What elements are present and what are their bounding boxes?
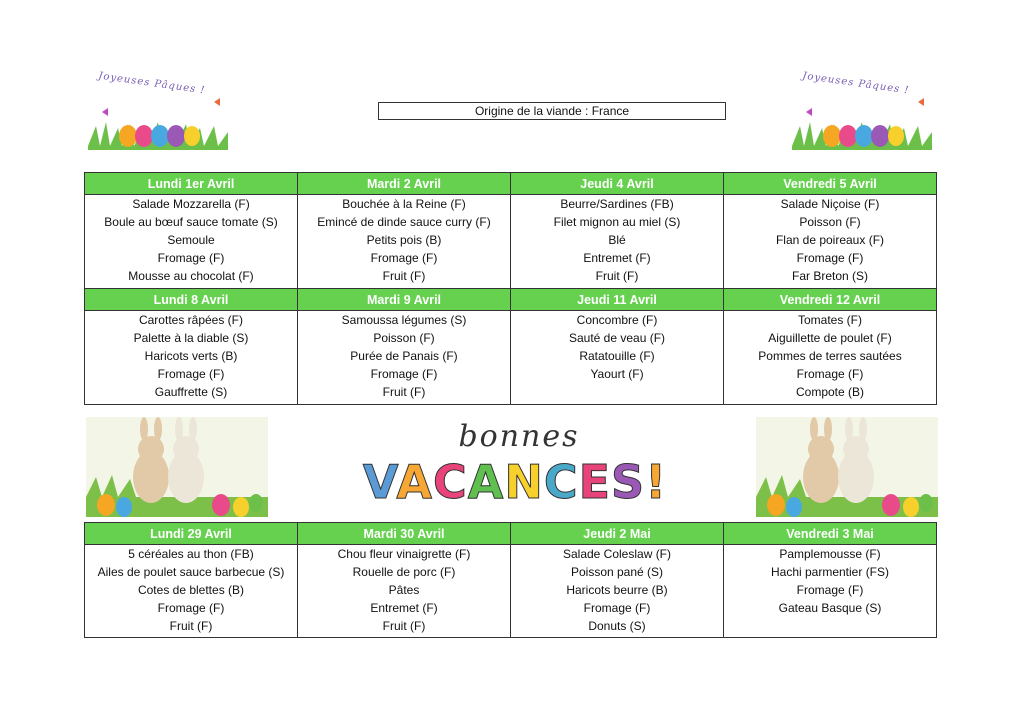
day-header-row [85,172,941,195]
menu-item: Emincé de dinde sauce curry (F) [317,215,491,229]
day-menu [511,545,724,638]
menu-item: Fromage (F) [796,583,864,597]
menu-item: Salade Niçoise (F) [780,197,880,211]
menu-item: Fruit (F) [382,619,426,633]
menu-item: Bouchée à la Reine (F) [342,197,466,211]
day-header-row [85,522,941,545]
day-menu [298,311,511,405]
menu-item: Salade Coleslaw (F) [562,547,672,561]
holiday-banner [84,405,940,521]
easter-eggs-decoration-left [88,72,228,152]
menu-item: Fromage (F) [157,251,225,265]
menu-item: Fruit (F) [382,385,426,399]
greeting-text: Joyeuses Pâques ! [801,70,910,97]
menu-item: Semoule [167,233,215,247]
week-1-menu [84,172,941,288]
menu-item: Tomates (F) [797,313,862,327]
meat-origin-note: Origine de la viande : France [378,102,726,120]
menu-item: Fromage (F) [583,601,651,615]
menu-item: Pamplemousse (F) [779,547,881,561]
day-menu-row [85,545,941,638]
banner-letter: C [543,455,579,509]
menu-item [511,383,723,401]
menu-item: Yaourt (F) [590,367,644,381]
menu-item: Gauffrette (S) [154,385,228,399]
menu-item: Ailes de poulet sauce barbecue (S) [97,565,285,579]
menu-item: Mousse au chocolat (F) [128,269,254,283]
menu-item: Rouelle de porc (F) [352,565,456,579]
day-header: Lundi 1er Avril [85,172,298,195]
day-header: Jeudi 11 Avril [511,288,724,311]
menu-item: Entremet (F) [370,601,438,615]
menu-item: Pâtes [388,583,420,597]
menu-item: Far Breton (S) [791,269,869,283]
menu-item: Aiguillette de poulet (F) [768,331,892,345]
day-header: Lundi 8 Avril [85,288,298,311]
day-header: Vendredi 3 Mai [724,522,937,545]
day-header: Mardi 30 Avril [298,522,511,545]
day-header: Jeudi 4 Avril [511,172,724,195]
menu-item: Boule au bœuf sauce tomate (S) [104,215,278,229]
menu-item: Hachi parmentier (FS) [770,565,890,579]
day-menu [85,195,298,288]
easter-bunnies-icon [756,417,938,517]
menu-item: Compote (B) [795,385,865,399]
menu-item: Blé [608,233,626,247]
banner-letter: A [396,455,433,509]
menu-item: Filet mignon au miel (S) [553,215,681,229]
easter-eggs-decoration-right [792,72,932,152]
day-header: Vendredi 5 Avril [724,172,937,195]
day-menu [724,195,937,288]
menu-item: Fromage (F) [370,251,438,265]
menu-item: Fruit (F) [382,269,426,283]
day-header-row [85,288,941,311]
banner-line-1: bonnes [458,419,580,454]
menu-item: Sauté de veau (F) [568,331,666,345]
menu-item: Fromage (F) [157,367,225,381]
menu-item: Purée de Panais (F) [350,349,458,363]
menu-item [724,617,936,635]
menu-item: Fromage (F) [796,367,864,381]
menu-item: Chou fleur vinaigrette (F) [337,547,471,561]
menu-item: Fromage (F) [157,601,225,615]
menu-item: Ratatouille (F) [579,349,655,363]
menu-item: Carottes râpées (F) [138,313,244,327]
menu-item: Fromage (F) [796,251,864,265]
menu-item: Cotes de blettes (B) [137,583,245,597]
menu-item: Palette à la diable (S) [133,331,249,345]
day-header: Vendredi 12 Avril [724,288,937,311]
menu-item: Poisson pané (S) [570,565,664,579]
day-menu [85,311,298,405]
menu-item: Haricots beurre (B) [566,583,668,597]
banner-letter: E [578,455,612,509]
banner-letter: A [467,455,505,509]
menu-item: Samoussa légumes (S) [341,313,467,327]
day-header: Mardi 9 Avril [298,288,511,311]
menu-item: Beurre/Sardines (FB) [560,197,674,211]
day-header: Lundi 29 Avril [85,522,298,545]
menu-item: Concombre (F) [576,313,658,327]
day-menu [511,195,724,288]
day-menu-row [85,311,941,405]
menu-item: 5 céréales au thon (FB) [128,547,254,561]
banner-line-2 [330,455,700,509]
menu-item: Poisson (F) [373,331,435,345]
banner-letter: S [611,455,646,509]
menu-item: Poisson (F) [799,215,861,229]
day-header: Mardi 2 Avril [298,172,511,195]
menu-item: Pommes de terres sautées [758,349,902,363]
banner-letter: N [504,455,544,509]
day-menu [298,545,511,638]
easter-bunnies-icon [86,417,268,517]
week-3-menu [84,522,941,638]
day-menu [511,311,724,405]
day-menu [724,545,937,638]
menu-item: Fromage (F) [370,367,438,381]
day-menu [298,195,511,288]
greeting-text: Joyeuses Pâques ! [97,70,206,97]
banner-letter: ! [645,455,668,509]
banner-letter: C [432,455,468,509]
day-menu-row [85,195,941,288]
menu-item: Donuts (S) [588,619,646,633]
menu-item: Salade Mozzarella (F) [132,197,250,211]
menu-item: Gateau Basque (S) [778,601,882,615]
day-menu [85,545,298,638]
menu-item: Fruit (F) [595,269,639,283]
week-2-menu [84,288,941,405]
menu-item: Entremet (F) [583,251,651,265]
menu-item: Flan de poireaux (F) [775,233,885,247]
menu-item: Fruit (F) [169,619,213,633]
menu-item: Petits pois (B) [366,233,442,247]
day-header: Jeudi 2 Mai [511,522,724,545]
menu-item: Haricots verts (B) [144,349,238,363]
banner-letter: V [362,455,397,509]
day-menu [724,311,937,405]
